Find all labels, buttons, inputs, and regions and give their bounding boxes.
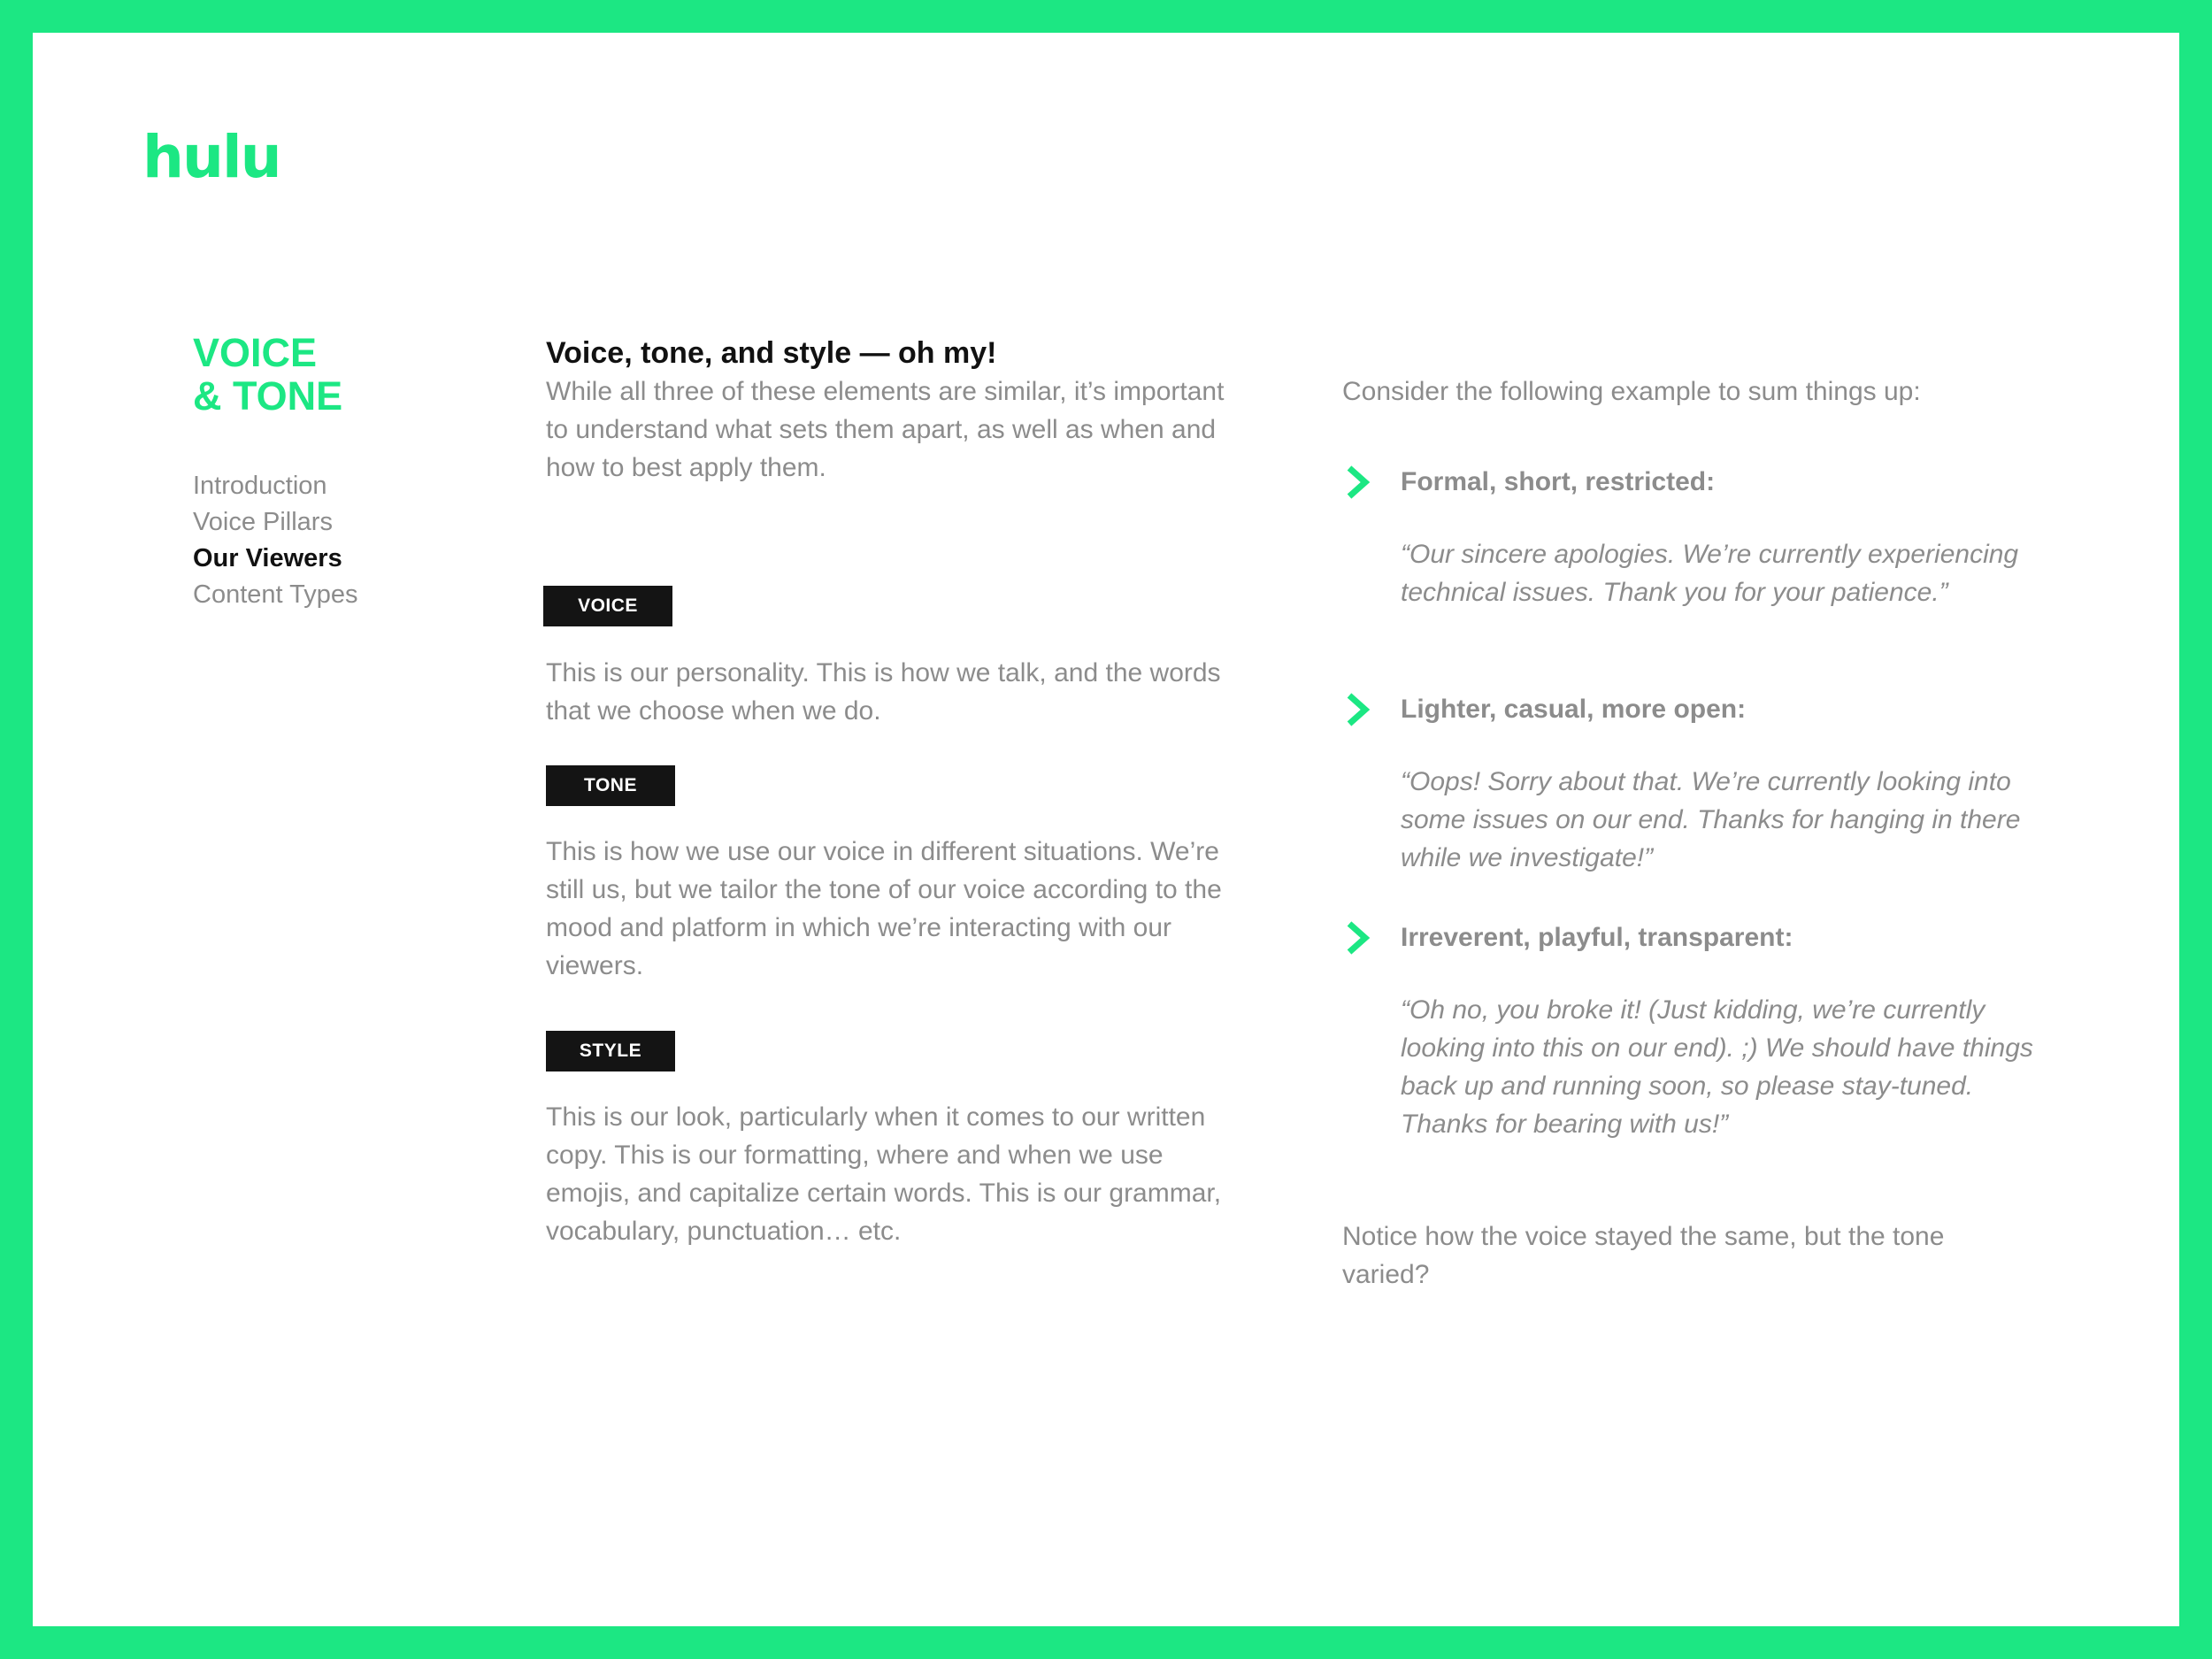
- section-title-line-2: & TONE: [193, 373, 343, 419]
- term-description-style: This is our look, particularly when it comes to our written copy. This is our formatting, where and when we use emojis, and capitalize certain words. This is our grammar, vocabulary, punctuation… etc.: [546, 1102, 1222, 1246]
- example-label: Irreverent, playful, transparent:: [1401, 923, 1793, 952]
- section-title: [193, 331, 342, 418]
- main-heading: Voice, tone, and style — oh my!: [546, 336, 997, 370]
- term-label-style: STYLE: [546, 1031, 675, 1071]
- term-description-voice: This is our personality. This is how we talk, and the words that we choose when we do.: [546, 658, 1221, 726]
- term-label-voice: VOICE: [543, 586, 672, 626]
- nav-item-content-types[interactable]: Content Types: [193, 580, 358, 609]
- chevron-right-icon: [1342, 920, 1374, 956]
- example-quote: “Our sincere apologies. We’re currently experiencing technical issues. Thank you for your patience.”: [1401, 540, 2019, 607]
- nav-item-introduction[interactable]: Introduction: [193, 472, 327, 500]
- chevron-right-icon: [1342, 465, 1374, 500]
- examples-intro: Consider the following example to sum things up:: [1342, 377, 1921, 406]
- example-label: Formal, short, restricted:: [1401, 467, 1716, 496]
- nav-item-our-viewers[interactable]: Our Viewers: [193, 544, 342, 572]
- term-label-tone: TONE: [546, 765, 675, 806]
- example-quote: “Oh no, you broke it! (Just kidding, we’re currently looking into this on our end). ;) We should have things back up and running soon, so please stay-tuned. Thanks for bearing with us!”: [1401, 995, 2033, 1139]
- section-title-line-1: VOICE: [193, 330, 318, 375]
- intro-paragraph: While all three of these elements are similar, it’s important to understand what sets them apart, as well as when and how to best apply them.: [546, 377, 1225, 482]
- example-label: Lighter, casual, more open:: [1401, 695, 1747, 724]
- example-quote: “Oops! Sorry about that. We’re currently looking into some issues on our end. Thanks for hanging in there while we investigate!”: [1401, 767, 2021, 872]
- term-description-tone: This is how we use our voice in different situations. We’re still us, but we tailor the tone of our voice according to the mood and platform in which we’re interacting with our viewers.: [546, 837, 1222, 980]
- nav-item-voice-pillars[interactable]: Voice Pillars: [193, 508, 333, 536]
- hulu-logo[interactable]: hulu: [142, 123, 280, 191]
- definitions-column: [546, 335, 1236, 1246]
- examples-closing: Notice how the voice stayed the same, but the tone varied?: [1342, 1222, 1945, 1289]
- side-nav: [193, 468, 357, 613]
- chevron-right-icon: [1342, 692, 1374, 727]
- page: [33, 33, 2179, 1626]
